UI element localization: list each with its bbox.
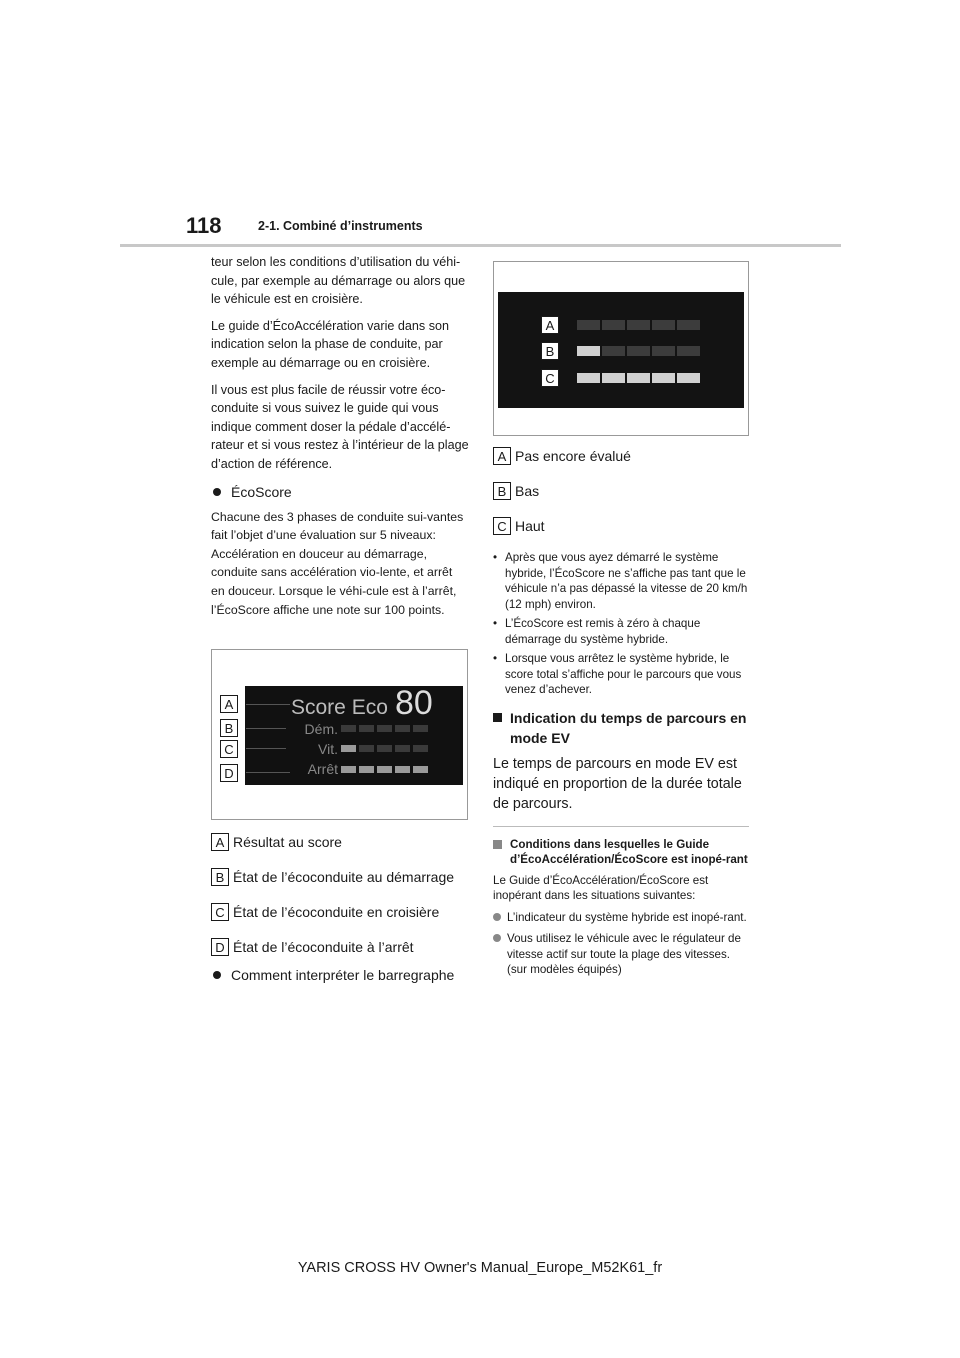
- level-bar-segment: [577, 373, 600, 383]
- bar-segment: [377, 725, 392, 732]
- level-bar-segment: [652, 346, 675, 356]
- ev-heading-block: [493, 708, 749, 748]
- left-column: [211, 253, 469, 627]
- level-bar-segment: [652, 320, 675, 330]
- paragraph-1: teur selon les conditions d’utilisation du véhi-cule, par exemple au démarrage ou alors que le véhicule est en croisière.: [211, 255, 466, 307]
- bar-segment: [377, 766, 392, 773]
- ecoscore-figure: [211, 649, 468, 820]
- conditions-heading: Conditions dans lesquelles le Guide d’ÉcoAccélération/ÉcoScore est inopé-rant: [510, 837, 748, 866]
- leader-line-c: [246, 748, 286, 749]
- legend-text: État de l’écoconduite en croisière: [233, 904, 440, 920]
- level-bar-segment: [677, 346, 700, 356]
- section-title: 2-1. Combiné d’instruments: [258, 219, 423, 233]
- row-label-vit: Vit.: [318, 741, 338, 757]
- bullet-dot-icon: [213, 971, 221, 979]
- ecoscore-text: Chacune des 3 phases de conduite sui-vantes fait l’objet d’une évaluation sur 5 niveaux: Accélération en douceur au démarrage, conduite sans accélération vio-lente, et arrêt en douceur. Lorsque le véhi-cule est à l’arrêt, l’ÉcoScore affiche une note sur 100 points.: [211, 509, 464, 617]
- bar-segment: [413, 725, 428, 732]
- row-label-arret: Arrêt: [307, 761, 338, 777]
- circle-bullet-icon: [493, 913, 501, 921]
- bargraph-bullet: [211, 965, 471, 985]
- level-bar-segment: [652, 373, 675, 383]
- bar-segment: [341, 725, 356, 732]
- circle-bullet-icon: [493, 934, 501, 942]
- ev-text: Le temps de parcours en mode EV est indiqué en proportion de la durée totale de parcours.: [493, 755, 742, 812]
- ev-heading: Indication du temps de parcours en mode EV: [510, 709, 747, 746]
- header-rule: [120, 244, 841, 247]
- figure1-legend: [211, 832, 471, 985]
- legend-item: [211, 902, 471, 922]
- note-text: Après que vous ayez démarré le système hybride, l’ÉcoScore ne s’affiche pas tant que le véhicule n’a pas dépassé la vitesse de 20 km/h (12 mph) environ.: [505, 551, 748, 611]
- legend-badge: C: [211, 903, 229, 921]
- bullet-dot-icon: [213, 488, 221, 496]
- page-number: 118: [186, 213, 222, 238]
- footer: YARIS CROSS HV Owner's Manual_Europe_M52K61_fr: [297, 1260, 663, 1276]
- paragraph-3: Il vous est plus facile de réussir votre éco-conduite si vous suivez le guide qui vous indique comment doser la pédale d’accélé-rateur et si vous restez à l’intérieur de la plage d’action de référence.: [211, 382, 469, 471]
- right-column: [493, 446, 749, 982]
- ecoscore-bullet: [211, 482, 469, 502]
- level-bar-segment: [602, 373, 625, 383]
- paragraph-2: Le guide d’ÉcoAccélération varie dans son indication selon la phase de conduite, par exemple au démarrage ou en croisière.: [211, 318, 450, 370]
- bar-segment: [395, 766, 410, 773]
- condition-text: Vous utilisez le véhicule avec le régulateur de vitesse actif sur toute la plage des vitesses. (sur modèles équipés): [507, 932, 741, 976]
- conditions-text: Le Guide d’ÉcoAccélération/ÉcoScore est inopérant dans les situations suivantes:: [493, 873, 709, 902]
- legend-item: [493, 446, 749, 466]
- badge-c: C: [220, 740, 238, 758]
- square-bullet-icon: [493, 713, 502, 722]
- note-item: • Lorsque vous arrêtez le système hybride, le score total s’affiche pour le parcours que vous venez d’achever.: [493, 651, 749, 698]
- bar-segment: [359, 745, 374, 752]
- legend-badge: A: [493, 447, 511, 465]
- badge-c: C: [541, 369, 559, 387]
- level-bar-segment: [602, 320, 625, 330]
- level-bar-segment: [577, 346, 600, 356]
- conditions-block: [493, 873, 749, 978]
- bar-segment: [341, 766, 356, 773]
- bargraph-screen: [498, 292, 744, 408]
- legend-item: [211, 937, 471, 957]
- level-bar-segment: [602, 346, 625, 356]
- score-eco-title: Score Eco: [291, 696, 388, 719]
- ecoscore-heading: ÉcoScore: [231, 483, 292, 500]
- legend-badge: C: [493, 517, 511, 535]
- legend-badge: B: [211, 868, 229, 886]
- level-bar-segment: [627, 320, 650, 330]
- legend-item: [493, 516, 749, 536]
- badge-b: B: [220, 719, 238, 737]
- bar-segment: [377, 745, 392, 752]
- bargraph-heading: Comment interpréter le barregraphe: [231, 967, 455, 983]
- ecoscore-screen: [245, 686, 463, 785]
- legend-item: [211, 867, 471, 887]
- note-item: • L’ÉcoScore est remis à zéro à chaque démarrage du système hybride.: [493, 616, 749, 647]
- legend-badge: D: [211, 938, 229, 956]
- conditions-heading-block: [493, 837, 749, 867]
- leader-line-b: [246, 728, 286, 729]
- legend-text: État de l’écoconduite au démarrage: [233, 869, 455, 885]
- legend-text: Bas: [515, 483, 540, 499]
- bar-segment: [413, 745, 428, 752]
- legend-item: [493, 481, 749, 501]
- bargraph-figure: [493, 261, 749, 436]
- note-text: Lorsque vous arrêtez le système hybride, le score total s’affiche pour le parcours que vous venez d’achever.: [505, 652, 742, 696]
- level-bar-segment: [677, 373, 700, 383]
- badge-a: A: [541, 316, 559, 334]
- leader-line-d: [246, 772, 290, 773]
- badge-b: B: [541, 342, 559, 360]
- divider: [493, 826, 749, 827]
- leader-line-a: [246, 704, 290, 705]
- bar-segment: [341, 745, 356, 752]
- bar-segment: [395, 745, 410, 752]
- note-item: • Après que vous ayez démarré le système hybride, l’ÉcoScore ne s’affiche pas tant que le véhicule n’a pas dépassé la vitesse de 20 km/h (12 mph) environ.: [493, 551, 748, 611]
- level-bar-segment: [677, 320, 700, 330]
- bar-segment: [413, 766, 428, 773]
- legend-text: Résultat au score: [233, 834, 342, 850]
- legend-text: Haut: [515, 518, 545, 534]
- bar-segment: [359, 766, 374, 773]
- legend-text: Pas encore évalué: [515, 448, 631, 464]
- bar-segment: [395, 725, 410, 732]
- level-bar-segment: [627, 373, 650, 383]
- condition-item: [493, 910, 749, 926]
- badge-d: D: [220, 764, 238, 782]
- notes-list: [493, 550, 749, 698]
- row-label-dem: Dém.: [304, 721, 338, 737]
- note-text: L’ÉcoScore est remis à zéro à chaque démarrage du système hybride.: [505, 617, 701, 646]
- legend-item: [211, 832, 471, 852]
- legend-badge: B: [493, 482, 511, 500]
- condition-text: L’indicateur du système hybride est inopé-rant.: [507, 910, 747, 924]
- square-bullet-icon: [493, 840, 502, 849]
- level-bar-segment: [627, 346, 650, 356]
- badge-a: A: [220, 695, 238, 713]
- bar-segment: [359, 725, 374, 732]
- condition-item: [493, 931, 749, 978]
- legend-text: État de l’écoconduite à l’arrêt: [233, 939, 414, 955]
- score-value: 80: [395, 684, 433, 722]
- legend-badge: A: [211, 833, 229, 851]
- level-bar-segment: [577, 320, 600, 330]
